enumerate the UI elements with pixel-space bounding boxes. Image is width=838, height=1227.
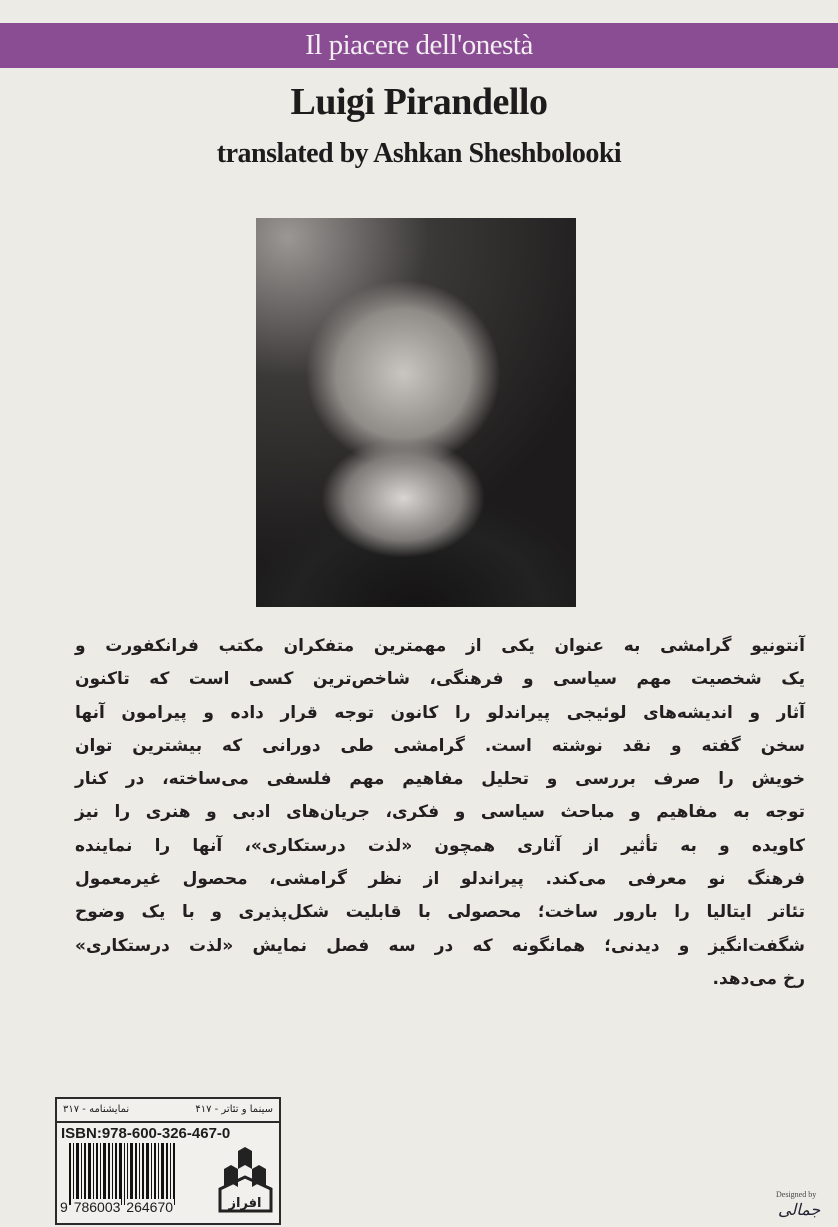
blurb-line: آثار و اندیشه‌های لوئیجی پیراندلو را کانون توجه قرار داده و پیرامون آنها xyxy=(75,702,805,723)
isbn-number: ISBN:978-600-326-467-0 xyxy=(61,1125,231,1142)
book-title: Il piacere dell'onestà xyxy=(305,29,533,61)
blurb-line: فرهنگ نو معرفی می‌کند. پیراندلو از نظر گرامشی، محصول غیرمعمول xyxy=(75,869,805,890)
blurb-line: سخن گفته و نقد نوشته است. گرامشی طی دورانی که بیشترین توان xyxy=(75,735,805,756)
barcode xyxy=(69,1143,204,1205)
barcode-left-digits: 786003 xyxy=(73,1199,121,1215)
publisher-logo-icon xyxy=(218,1147,273,1213)
blurb-text xyxy=(75,630,805,996)
series-play: نمایشنامه - ۳۱۷ xyxy=(63,1104,130,1115)
blurb-line: آنتونیو گرامشی به عنوان یکی از مهمترین متفکران مکتب فرانکفورت و xyxy=(75,636,805,656)
blurb-line: یک شخصیت مهم سیاسی و فرهنگی، شاخص‌ترین کسی است که تاکنون xyxy=(75,669,805,690)
svg-text:افراز: افراز xyxy=(228,1196,262,1211)
designer-signature: جمالی xyxy=(778,1200,821,1219)
designed-by-label: Designed by xyxy=(776,1190,817,1199)
series-row xyxy=(57,1099,279,1123)
title-band xyxy=(0,23,838,68)
blurb-line: تئاتر ایتالیا را بارور ساخت؛ محصولی با قابلیت شکل‌پذیری و با یک وضوح xyxy=(75,902,805,923)
barcode-first-digit: 9 xyxy=(60,1199,68,1215)
isbn-box xyxy=(55,1097,281,1225)
blurb-line: خویش را صرف بررسی و تحلیل مفاهیم مهم فلسفی می‌ساخته، در کنار xyxy=(75,769,805,790)
blurb-line: توجه به مفاهیم و مباحث سیاسی و فکری، جریان‌های ادبی و هنری را نیز xyxy=(75,802,805,823)
translator-line: translated by Ashkan Sheshbolooki xyxy=(216,138,622,169)
blurb-line: رخ می‌دهد. xyxy=(712,968,805,989)
author-portrait xyxy=(256,218,576,607)
barcode-digits xyxy=(59,1199,174,1215)
author-name: Luigi Pirandello xyxy=(290,81,548,123)
blurb-line: شگفت‌انگیز و دیدنی؛ همانگونه که در سه فصل نمایش «لذت درستکاری» xyxy=(75,935,805,956)
blurb-line: کاویده و به تأثیر از آثاری همچون «لذت درستکاری»، آنها را نماینده xyxy=(75,835,805,856)
series-cinema: سینما و تئاتر - ۴۱۷ xyxy=(195,1104,273,1115)
barcode-right-digits: 264670 xyxy=(126,1199,174,1215)
